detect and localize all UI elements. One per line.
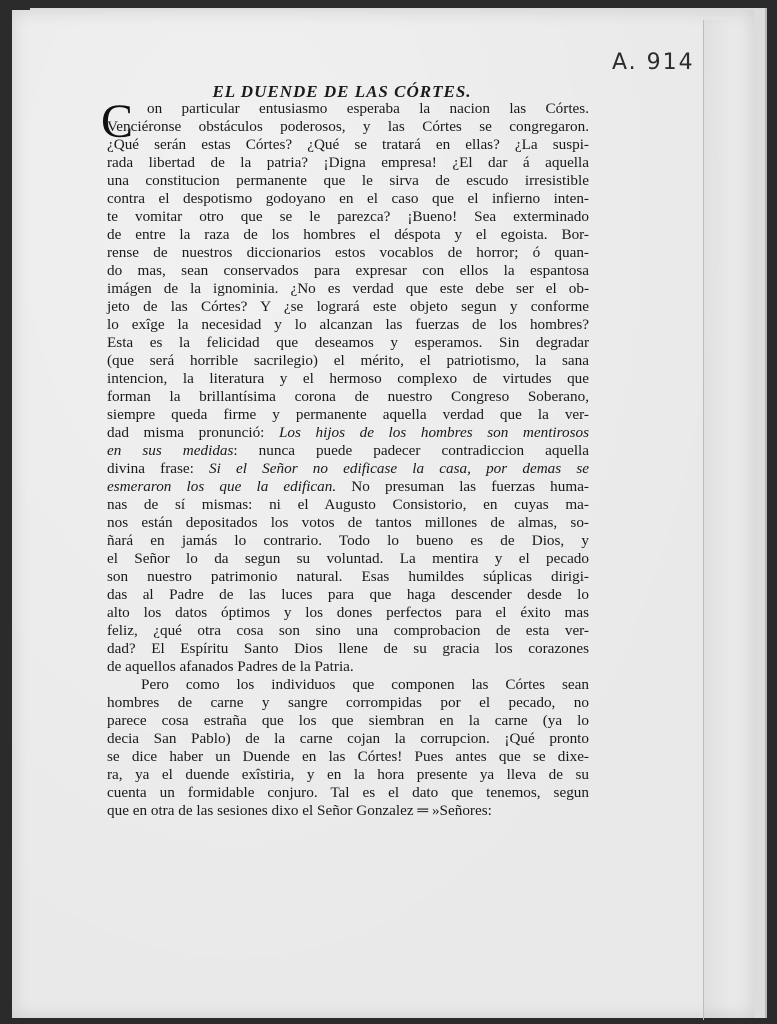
text-line bbox=[107, 280, 589, 298]
text-line bbox=[107, 406, 589, 424]
line-text: das al Padre de las luces para que haga descender desde lo bbox=[107, 586, 589, 603]
line-text: nos están depositados los votos de tantos millones de almas, so- bbox=[107, 514, 589, 531]
text-line bbox=[107, 172, 589, 190]
line-text: son nuestro patrimonio natural. Esas humildes súplicas dirigi- bbox=[107, 568, 589, 585]
text-line bbox=[107, 748, 589, 766]
line-text: (que será horrible sacrilegio) el mérito, el patriotismo, la sana bbox=[107, 352, 589, 369]
text-line bbox=[107, 478, 589, 496]
text-line bbox=[107, 496, 589, 514]
line-text: feliz, ¿qué otra cosa son sino una comprobacion de esta ver- bbox=[107, 622, 589, 639]
line-text: No presuman las fuerzas huma- bbox=[336, 478, 589, 495]
line-text: jeto de las Córtes? Y ¿se logrará este objeto segun y conforme bbox=[107, 298, 589, 315]
line-text: ra, ya el duende exîstiria, y en la hora presente ya lleva de su bbox=[107, 766, 589, 783]
text-line bbox=[107, 136, 589, 154]
text-line bbox=[107, 262, 589, 280]
line-text: imágen de la ignominia. ¿No es verdad que este debe ser el ob- bbox=[107, 280, 589, 297]
line-text: cuenta un formidable conjuro. Tal es el dato que tenemos, segun bbox=[107, 784, 589, 801]
line-text: rense de nuestros diccionarios estos vocablos de horror; ó quan- bbox=[107, 244, 589, 261]
text-line bbox=[107, 442, 589, 460]
text-line bbox=[107, 388, 589, 406]
text-line bbox=[107, 460, 589, 478]
text-line bbox=[107, 316, 589, 334]
text-line bbox=[107, 226, 589, 244]
text-line bbox=[107, 352, 589, 370]
line-text: rada libertad de la patria? ¡Digna empresa! ¿El dar á aquella bbox=[107, 154, 589, 171]
text-line bbox=[107, 298, 589, 316]
text-line bbox=[107, 766, 589, 784]
text-line bbox=[107, 100, 589, 118]
italic-quote: Los hijos de los hombres son mentirosos bbox=[278, 424, 589, 441]
text-line bbox=[107, 568, 589, 586]
line-text: siempre queda firme y permanente aquella verdad que la ver- bbox=[107, 406, 589, 423]
text-line bbox=[107, 532, 589, 550]
text-line bbox=[107, 622, 589, 640]
line-text: : nunca puede padecer contradiccion aquella bbox=[233, 442, 589, 459]
line-text: intencion, la literatura y el hermoso complexo de virtudes que bbox=[107, 370, 589, 387]
line-text: parece cosa estraña que los que siembran en la carne (ya lo bbox=[107, 712, 589, 729]
line-text: de entre la raza de los hombres el déspota y el egoista. Bor- bbox=[107, 226, 589, 243]
page-title: EL DUENDE DE LAS CÓRTES. bbox=[212, 82, 472, 101]
text-line bbox=[107, 154, 589, 172]
line-text: el Señor lo da segun su voluntad. La mentira y el pecado bbox=[107, 550, 589, 567]
line-text: hombres de carne y sangre corrompidas por el pecado, no bbox=[107, 694, 589, 711]
line-text: divina frase: bbox=[107, 460, 210, 477]
line-text: alto los datos óptimos y los dones perfectos para el éxito mas bbox=[107, 604, 589, 621]
line-text: Pero como los individuos que componen las Córtes sean bbox=[141, 676, 589, 693]
document-page bbox=[12, 10, 754, 1018]
text-line bbox=[107, 550, 589, 568]
text-line bbox=[107, 694, 589, 712]
line-text: on particular entusiasmo esperaba la nacion las Córtes. bbox=[147, 100, 589, 117]
line-text: te vomitar otro que se le parezca? ¡Bueno! Sea exterminado bbox=[107, 208, 589, 225]
line-text: de aquellos afanados Padres de la Patria. bbox=[107, 658, 354, 675]
text-line bbox=[107, 676, 589, 694]
text-line bbox=[107, 208, 589, 226]
line-text: Venciéronse obstáculos poderosos, y las Córtes se congregaron. bbox=[107, 118, 589, 135]
line-text: lo exîge la necesidad y lo alcanzan las fuerzas de los hombres? bbox=[107, 316, 589, 333]
drop-cap: C bbox=[101, 95, 134, 148]
text-line bbox=[107, 370, 589, 388]
line-text: nas de sí mismas: ni el Augusto Consistorio, en cuyas ma- bbox=[107, 496, 589, 513]
text-line bbox=[107, 640, 589, 658]
line-text: forman la brillantísima corona de nuestro Congreso Soberano, bbox=[107, 388, 589, 405]
page-edge bbox=[703, 20, 732, 1020]
line-text: Esta es la felicidad que deseamos y esperamos. Sin degradar bbox=[107, 334, 589, 351]
text-line bbox=[107, 424, 589, 442]
italic-quote: Si el Señor no edificase la casa, por demas se bbox=[209, 460, 589, 477]
text-line bbox=[107, 604, 589, 622]
line-text: una constitucion permanente que le sirva de escudo irresistible bbox=[107, 172, 589, 189]
line-text: ñará en jamás lo contrario. Todo lo bueno es de Dios, y bbox=[107, 532, 589, 549]
line-text: ¿Qué serán estas Córtes? ¿Qué se tratará en ellas? ¿La suspi- bbox=[107, 136, 589, 153]
line-text: que en otra de las sesiones dixo el Señor Gonzalez ═ »Señores: bbox=[107, 802, 492, 819]
line-text: contra el despotismo godoyano en el caso que el infierno inten- bbox=[107, 190, 589, 207]
text-line bbox=[107, 802, 589, 820]
catalog-number: A. 914 bbox=[612, 50, 695, 75]
text-line bbox=[107, 514, 589, 532]
line-text: dad? El Espíritu Santo Dios llene de su gracia los corazones bbox=[107, 640, 589, 657]
text-line bbox=[107, 244, 589, 262]
line-text: se dice haber un Duende en las Córtes! Pues antes que se dixe- bbox=[107, 748, 589, 765]
text-line bbox=[107, 190, 589, 208]
line-text: dad misma pronunció: bbox=[107, 424, 279, 441]
italic-quote: en sus medidas bbox=[107, 442, 234, 459]
body-text bbox=[101, 95, 589, 820]
text-line bbox=[107, 118, 589, 136]
italic-quote: esmeraron los que la edifican. bbox=[107, 478, 337, 495]
line-text: decia San Pablo) de la carne cojan la corrupcion. ¡Qué pronto bbox=[107, 730, 589, 747]
text-line bbox=[107, 784, 589, 802]
text-line bbox=[107, 730, 589, 748]
text-line bbox=[107, 334, 589, 352]
text-line bbox=[107, 586, 589, 604]
text-line bbox=[107, 712, 589, 730]
text-line bbox=[107, 658, 589, 676]
line-text: do mas, sean conservados para expresar con ellos la espantosa bbox=[107, 262, 589, 279]
